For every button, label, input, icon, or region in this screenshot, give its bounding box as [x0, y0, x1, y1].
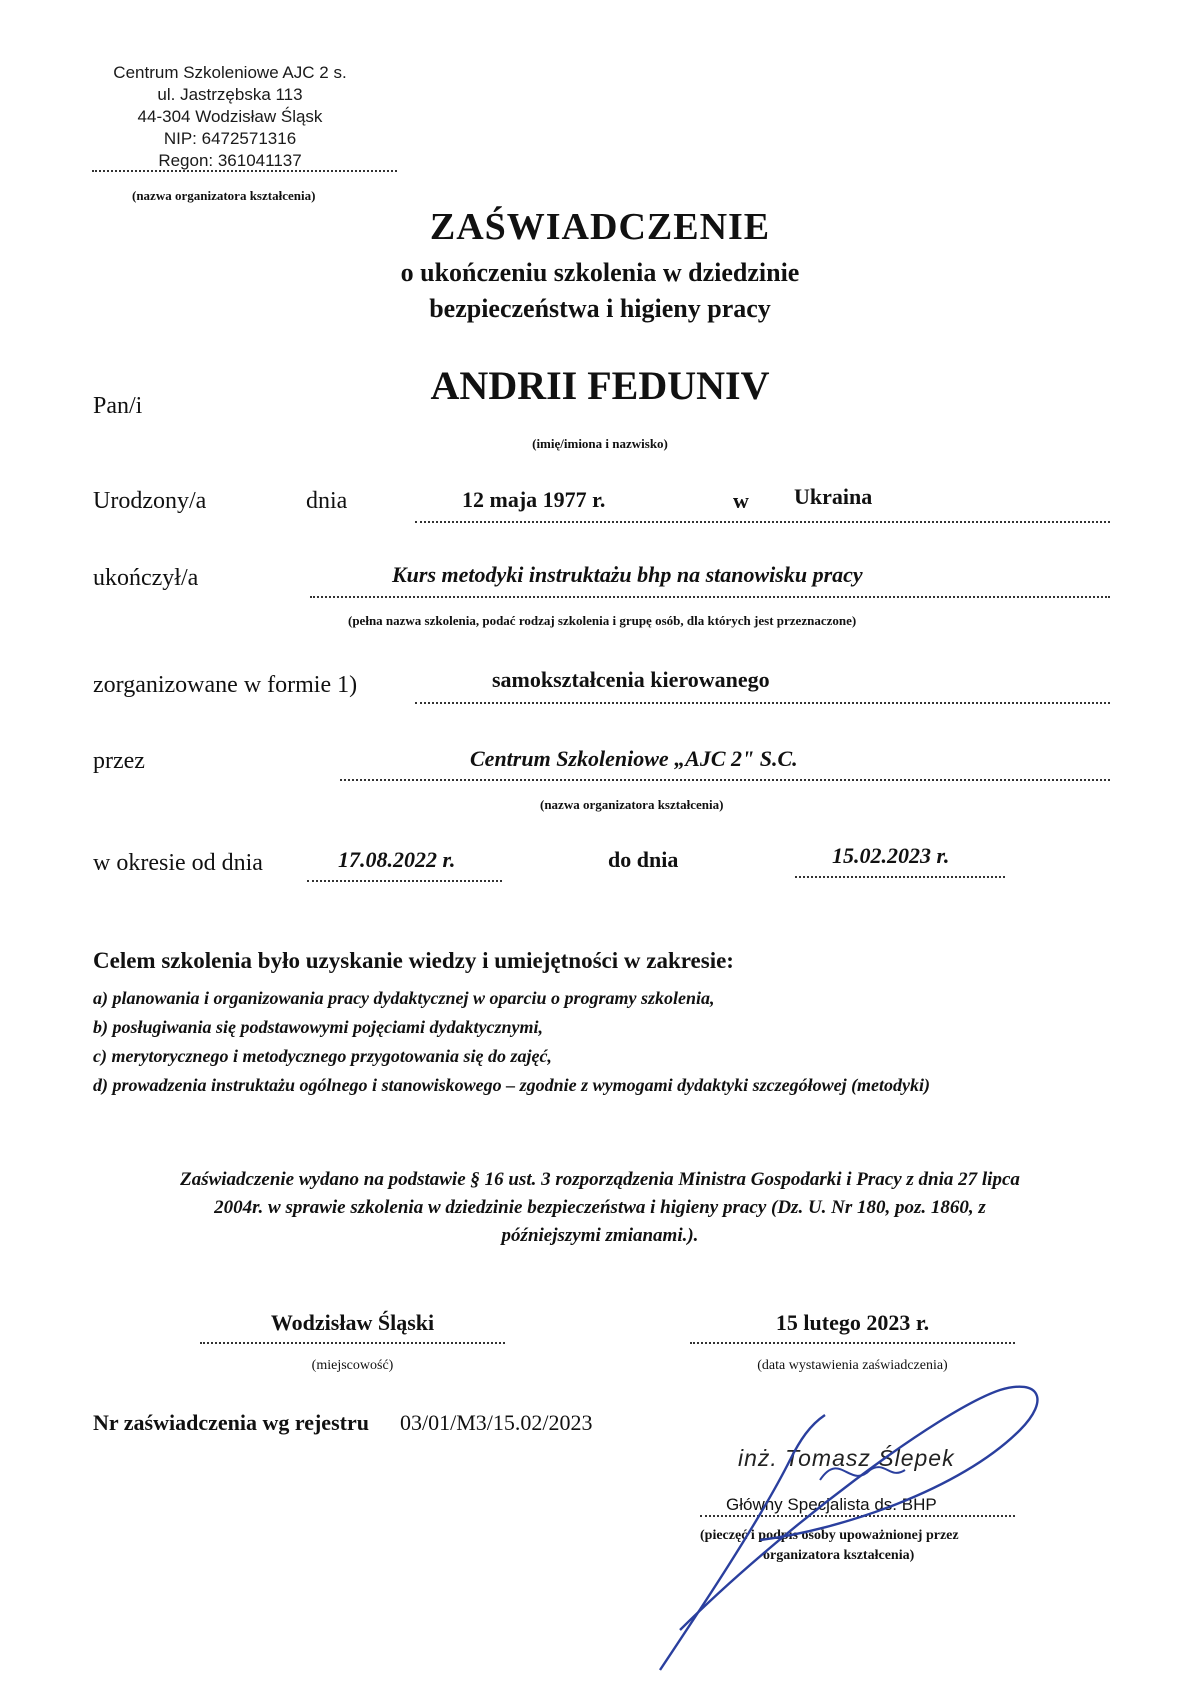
signatory-role: Główny Specjalista ds. BHP [726, 1495, 937, 1514]
signatory-name: inż. Tomasz Ślepek [738, 1445, 955, 1471]
page-subtitle-1: o ukończeniu szkolenia w dziedzinie [400, 258, 800, 287]
organizer-value: Centrum Szkoleniowe „AJC 2" S.C. [470, 746, 798, 771]
issue-place-underline [200, 1342, 505, 1344]
legal-line-2: 2004r. w sprawie szkolenia w dziedzinie bezpieczeństwa i higieny pracy (Dz. U. Nr 180, poz. 1860, z [214, 1197, 986, 1218]
organizer-underline [92, 170, 397, 172]
goals-heading: Celem szkolenia było uzyskanie wiedzy i umiejętności w zakresie: [93, 948, 734, 973]
period-from-label: w okresie od dnia [93, 850, 263, 876]
stamp-line-nip: NIP: 6472571316 [163, 129, 297, 148]
course-caption: (pełna nazwa szkolenia, podać rodzaj szkolenia i grupę osób, dla których jest przeznaczone) [348, 613, 857, 628]
register-number: 03/01/M3/15.02/2023 [400, 1410, 593, 1435]
issue-place-caption: (miejscowość) [311, 1358, 394, 1373]
course-name: Kurs metodyki instruktażu bhp na stanowisku pracy [392, 562, 863, 587]
goal-item-d: d) prowadzenia instruktażu ogólnego i stanowiskowego – zgodnie z wymogami dydaktyki szczegółowej (metodyki) [93, 1075, 931, 1095]
birth-place: Ukraina [794, 484, 873, 509]
page-subtitle-2: bezpieczeństwa i higieny pracy [429, 294, 771, 323]
organizer-label: przez [93, 748, 145, 774]
period-to-label: do dnia [608, 847, 679, 872]
issue-date-underline [690, 1342, 1015, 1344]
issue-place: Wodzisław Śląski [270, 1310, 435, 1335]
organizer-stamp [80, 62, 380, 172]
legal-line-3: późniejszymi zmianami.). [501, 1225, 699, 1246]
period-from: 17.08.2022 r. [338, 847, 456, 872]
handwritten-signature [640, 1370, 1060, 1690]
goal-item-a: a) planowania i organizowania pracy dydaktycznej w oparciu o programy szkolenia, [93, 988, 715, 1008]
form-label: zorganizowane w formie 1) [93, 672, 358, 698]
organizer-value-underline [340, 779, 1110, 781]
person-caption: (imię/imiona i nazwisko) [532, 436, 668, 451]
goals-list [93, 984, 930, 1100]
birth-day-label: dnia [306, 488, 348, 514]
organizer-value-caption: (nazwa organizatora kształcenia) [540, 797, 724, 812]
page-title: ZAŚWIADCZENIE [429, 206, 771, 248]
birth-in-label: w [733, 488, 749, 513]
organizer-caption: (nazwa organizatora kształcenia) [132, 188, 316, 203]
person-label: Pan/i [93, 393, 143, 419]
issue-date-caption: (data wystawienia zaświadczenia) [757, 1358, 948, 1373]
register-label: Nr zaświadczenia wg rejestru [93, 1410, 369, 1435]
course-underline [310, 596, 1110, 598]
stamp-line-street: ul. Jastrzębska 113 [157, 85, 303, 104]
period-from-underline [307, 880, 502, 882]
birth-date: 12 maja 1977 r. [462, 487, 606, 512]
stamp-line-city: 44-304 Wodzisław Śląsk [137, 107, 323, 126]
form-value: samokształcenia kierowanego [492, 667, 770, 692]
birth-underline [415, 521, 1110, 523]
goal-item-b: b) posługiwania się podstawowymi pojęciami dydaktycznymi, [93, 1017, 543, 1037]
signatory-caption-1: (pieczęć i podpis osoby upoważnionej przez [700, 1528, 959, 1543]
issue-date: 15 lutego 2023 r. [775, 1310, 930, 1335]
period-to-underline [795, 876, 1005, 878]
signatory-caption-2: organizatora kształcenia) [763, 1548, 915, 1563]
stamp-line-name: Centrum Szkoleniowe AJC 2 s. [113, 63, 347, 82]
birth-label: Urodzony/a [93, 488, 207, 514]
goal-item-c: c) merytorycznego i metodycznego przygotowania się do zajęć, [93, 1046, 552, 1066]
period-to: 15.02.2023 r. [832, 843, 950, 868]
legal-line-1: Zaświadczenie wydano na podstawie § 16 ust. 3 rozporządzenia Ministra Gospodarki i Pracy z dnia 27 lipca [180, 1169, 1020, 1190]
person-name: ANDRII FEDUNIV [430, 363, 770, 408]
stamp-line-regon: Regon: 361041137 [158, 151, 302, 170]
legal-basis [60, 1166, 1140, 1250]
form-underline [415, 702, 1110, 704]
course-label: ukończył/a [93, 565, 199, 591]
